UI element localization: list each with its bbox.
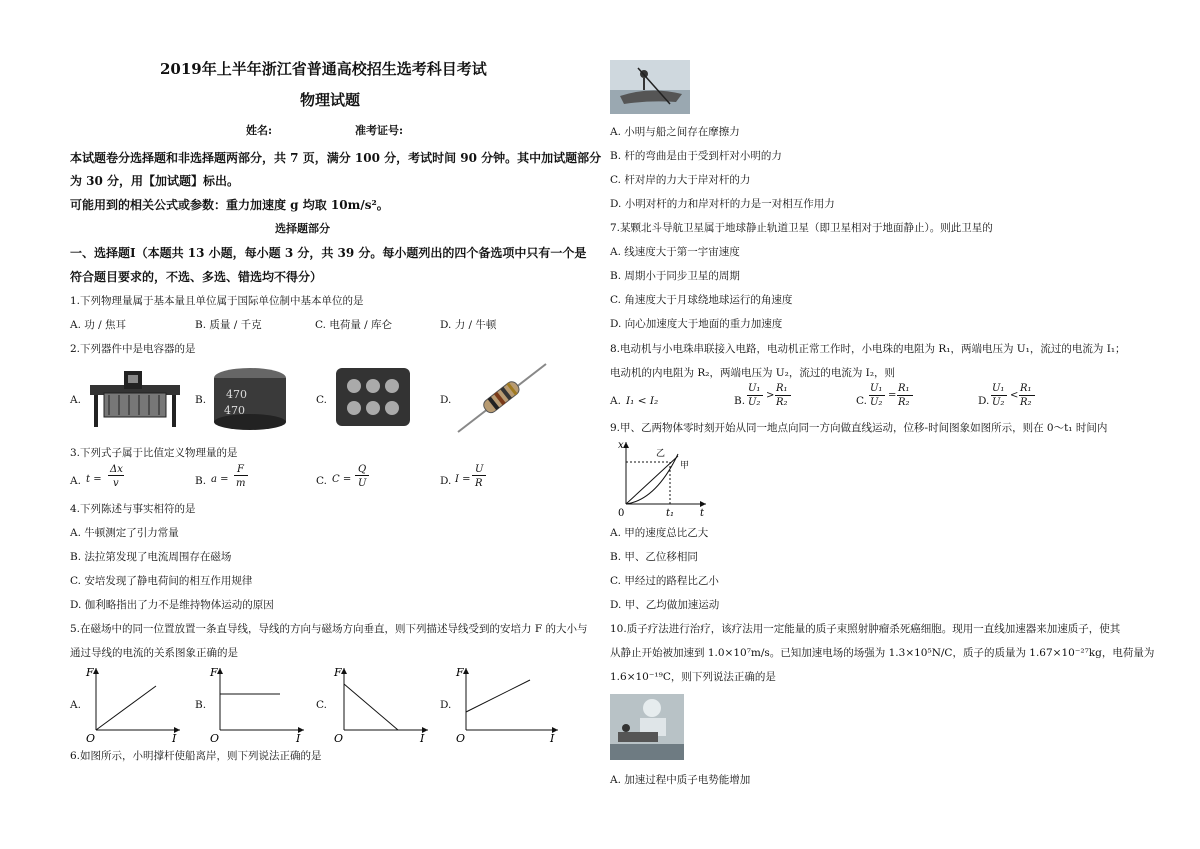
q4-option-b: B. 法拉第发现了电流周围存在磁场 [70,551,232,563]
q8-b-num-left: U₁ [748,383,761,394]
exam-number-label: 准考证号: [355,124,404,137]
q5-b-y-label: F [210,666,218,679]
exam-subtitle: 物理试题 [300,91,361,109]
q4-option-c: C. 安培发现了静电荷间的相互作用规律 [70,575,253,587]
q3-formula-b-num: F [237,464,244,475]
q4-option-d: D. 伽利略指出了力不是维持物体运动的原因 [70,599,274,611]
q8-b-den-left: U₂ [748,397,761,408]
q5-c-y-label: F [334,666,342,679]
q3-formula-c-num: Q [358,464,367,475]
q10-option-a: A. 加速过程中质子电势能增加 [610,774,751,786]
q3-stem: 3.下列式子属于比值定义物理量的是 [70,447,238,459]
q1-option-b: B. 质量 / 千克 [195,319,262,331]
intro-line-1: 本试题卷分选择题和非选择题两部分，共 7 页，满分 100 分，考试时间 90 分钟。其中加试题部分 [70,151,602,165]
q3-formula-c-lhs: C = [332,474,352,485]
q2-option-c: C. [316,394,327,406]
q5-option-d: D. [440,699,452,711]
q3-formula-a-num: Δx [110,464,123,475]
switch-block-image [332,362,414,430]
q3-formula-b-lhs: a = [211,474,229,485]
q5-b-x-label: I [296,732,301,744]
q5-option-b: B. [195,699,207,711]
q6-option-a: A. 小明与船之间存在摩擦力 [610,126,740,138]
q5-a-y-label: F [86,666,94,679]
part1-instructions-1: 一、选择题Ⅰ（本题共 13 小题，每小题 3 分，共 39 分。每小题列出的四个备选项中只有一个是 [70,246,587,260]
intro-line-2: 为 30 分，用【加试题】标出。 [70,174,240,188]
q8-option-b: B. [734,395,746,407]
rheostat-image [84,365,186,431]
capacitor-label-2: 470 [224,404,245,417]
q5-a-origin: O [86,732,96,744]
q7-option-d: D. 向心加速度大于地面的重力加速度 [610,318,783,330]
q9-t1-label: t₁ [666,508,675,518]
q6-boat-photo [610,60,690,114]
q1-stem: 1.下列物理量属于基本量且单位属于国际单位制中基本单位的是 [70,295,364,307]
q8-option-d: D. [978,395,990,407]
q8-option-c: C. [856,395,867,407]
q5-d-y-label: F [456,666,464,679]
q5-stem-1: 5.在磁场中的同一位置放置一条直导线，导线的方向与磁场方向垂直，则下列描述导线受到的安培力 F 的大小与 [70,623,588,635]
q10-stem-1: 10.质子疗法进行治疗，该疗法用一定能量的质子束照射肿瘤杀死癌细胞。现用一直线加速器来加速质子，使其 [610,623,1121,635]
q6-option-c: C. 杆对岸的力大于岸对杆的力 [610,174,751,186]
q5-stem-2: 通过导线的电流的关系图象正确的是 [70,647,238,659]
q2-option-d: D. [440,394,452,406]
q9-option-d: D. 甲、乙均做加速运动 [610,599,720,611]
q9-stem: 9.甲、乙两物体零时刻开始从同一地点向同一方向做直线运动，位移-时间图象如图所示，则在 0～t₁ 时间内 [610,422,1108,434]
q8-stem-2: 电动机的内电阻为 R₂，两端电压为 U₂，流过的电流为 I₂，则 [610,367,896,379]
q5-graph-a [84,664,184,744]
q9-yi-label: 乙 [656,449,666,459]
q7-option-b: B. 周期小于同步卫星的周期 [610,270,740,282]
section-title: 选择题部分 [275,222,330,235]
resistor-image [452,358,552,438]
q9-option-c: C. 甲经过的路程比乙小 [610,575,719,587]
q9-axis-x: x [618,440,624,451]
q6-stem: 6.如图所示，小明撑杆使船离岸，则下列说法正确的是 [70,750,322,762]
q7-stem: 7.某颗北斗导航卫星属于地球静止轨道卫星（即卫星相对于地面静止）。则此卫星的 [610,222,993,234]
q8-c-den-right: R₂ [898,397,910,408]
q5-a-x-label: I [172,732,177,744]
q3-formula-a-den: v [113,478,119,489]
q5-b-origin: O [210,732,220,744]
q5-graph-b [208,664,308,744]
q5-graph-d [454,664,564,744]
q4-option-a: A. 牛顿测定了引力常量 [70,527,179,539]
intro-line-3: 可能用到的相关公式或参数：重力加速度 g 均取 10m/s²。 [70,198,389,212]
q9-origin: 0 [618,508,625,518]
q8-c-operator: = [888,390,897,401]
q8-d-den-right: R₂ [1020,397,1032,408]
q9-xt-graph [610,438,710,518]
q8-option-a: A. [610,395,621,407]
q8-b-operator: > [766,390,775,401]
q8-d-den-left: U₂ [992,397,1005,408]
q2-option-b: B. [195,394,207,406]
q9-option-b: B. 甲、乙位移相同 [610,551,698,563]
capacitor-label: 470 [226,388,247,401]
q3-formula-d-lhs: I = [455,474,471,485]
q7-option-c: C. 角速度大于月球绕地球运行的角速度 [610,294,793,306]
q8-d-num-left: U₁ [992,383,1005,394]
q5-c-origin: O [334,732,344,744]
q10-stem-3: 1.6×10⁻¹⁹C，则下列说法正确的是 [610,671,776,683]
q3-option-b: B. [195,475,207,487]
q3-formula-d-den: R [475,478,483,489]
q3-formula-b-den: m [236,478,246,489]
q9-jia-label: 甲 [680,461,690,471]
q8-c-num-right: R₁ [898,383,910,394]
q5-graph-c [332,664,432,744]
q9-axis-t: t [700,508,705,518]
q3-option-d: D. [440,475,452,487]
q4-stem: 4.下列陈述与事实相符的是 [70,503,196,515]
q8-c-den-left: U₂ [870,397,883,408]
q8-d-num-right: R₁ [1020,383,1032,394]
q3-option-c: C. [316,475,327,487]
q8-formula-a: I₁ < I₂ [626,395,659,407]
q8-b-den-right: R₂ [776,397,788,408]
q10-stem-2: 从静止开始被加速到 1.0×10⁷m/s。已知加速电场的场强为 1.3×10⁵N/C，质子的质量为 1.67×10⁻²⁷kg，电荷量为 [610,647,1155,659]
q6-option-d: D. 小明对杆的力和岸对杆的力是一对相互作用力 [610,198,835,210]
exam-title: 2019年上半年浙江省普通高校招生选考科目考试 [160,60,487,78]
q8-b-num-right: R₁ [776,383,788,394]
q1-option-a: A. 功 / 焦耳 [70,319,126,331]
q3-option-a: A. [70,475,81,487]
q9-option-a: A. 甲的速度总比乙大 [610,527,709,539]
q2-option-a: A. [70,394,81,406]
q5-option-a: A. [70,699,81,711]
part1-instructions-2: 符合题目要求的，不选、多选、错选均不得分） [70,270,323,284]
capacitor-image [210,364,290,432]
q8-stem-1: 8.电动机与小电珠串联接入电路，电动机正常工作时，小电珠的电阻为 R₁，两端电压为 U₁，流过的电流为 I₁； [610,343,1126,355]
q8-d-operator: < [1010,390,1019,401]
q2-stem: 2.下列器件中是电容器的是 [70,343,196,355]
name-label: 姓名: [246,124,273,137]
q10-accelerator-photo [610,694,684,760]
q7-option-a: A. 线速度大于第一宇宙速度 [610,246,740,258]
q3-formula-c-den: U [358,478,367,489]
q3-formula-d-num: U [475,464,484,475]
q1-option-c: C. 电荷量 / 库仑 [315,319,393,331]
q5-option-c: C. [316,699,327,711]
q1-option-d: D. 力 / 牛顿 [440,319,497,331]
q8-c-num-left: U₁ [870,383,883,394]
q5-d-x-label: I [550,732,555,744]
q3-formula-a-lhs: t = [86,474,102,485]
q5-d-origin: O [456,732,466,744]
q5-c-x-label: I [420,732,425,744]
q6-option-b: B. 杆的弯曲是由于受到杆对小明的力 [610,150,782,162]
